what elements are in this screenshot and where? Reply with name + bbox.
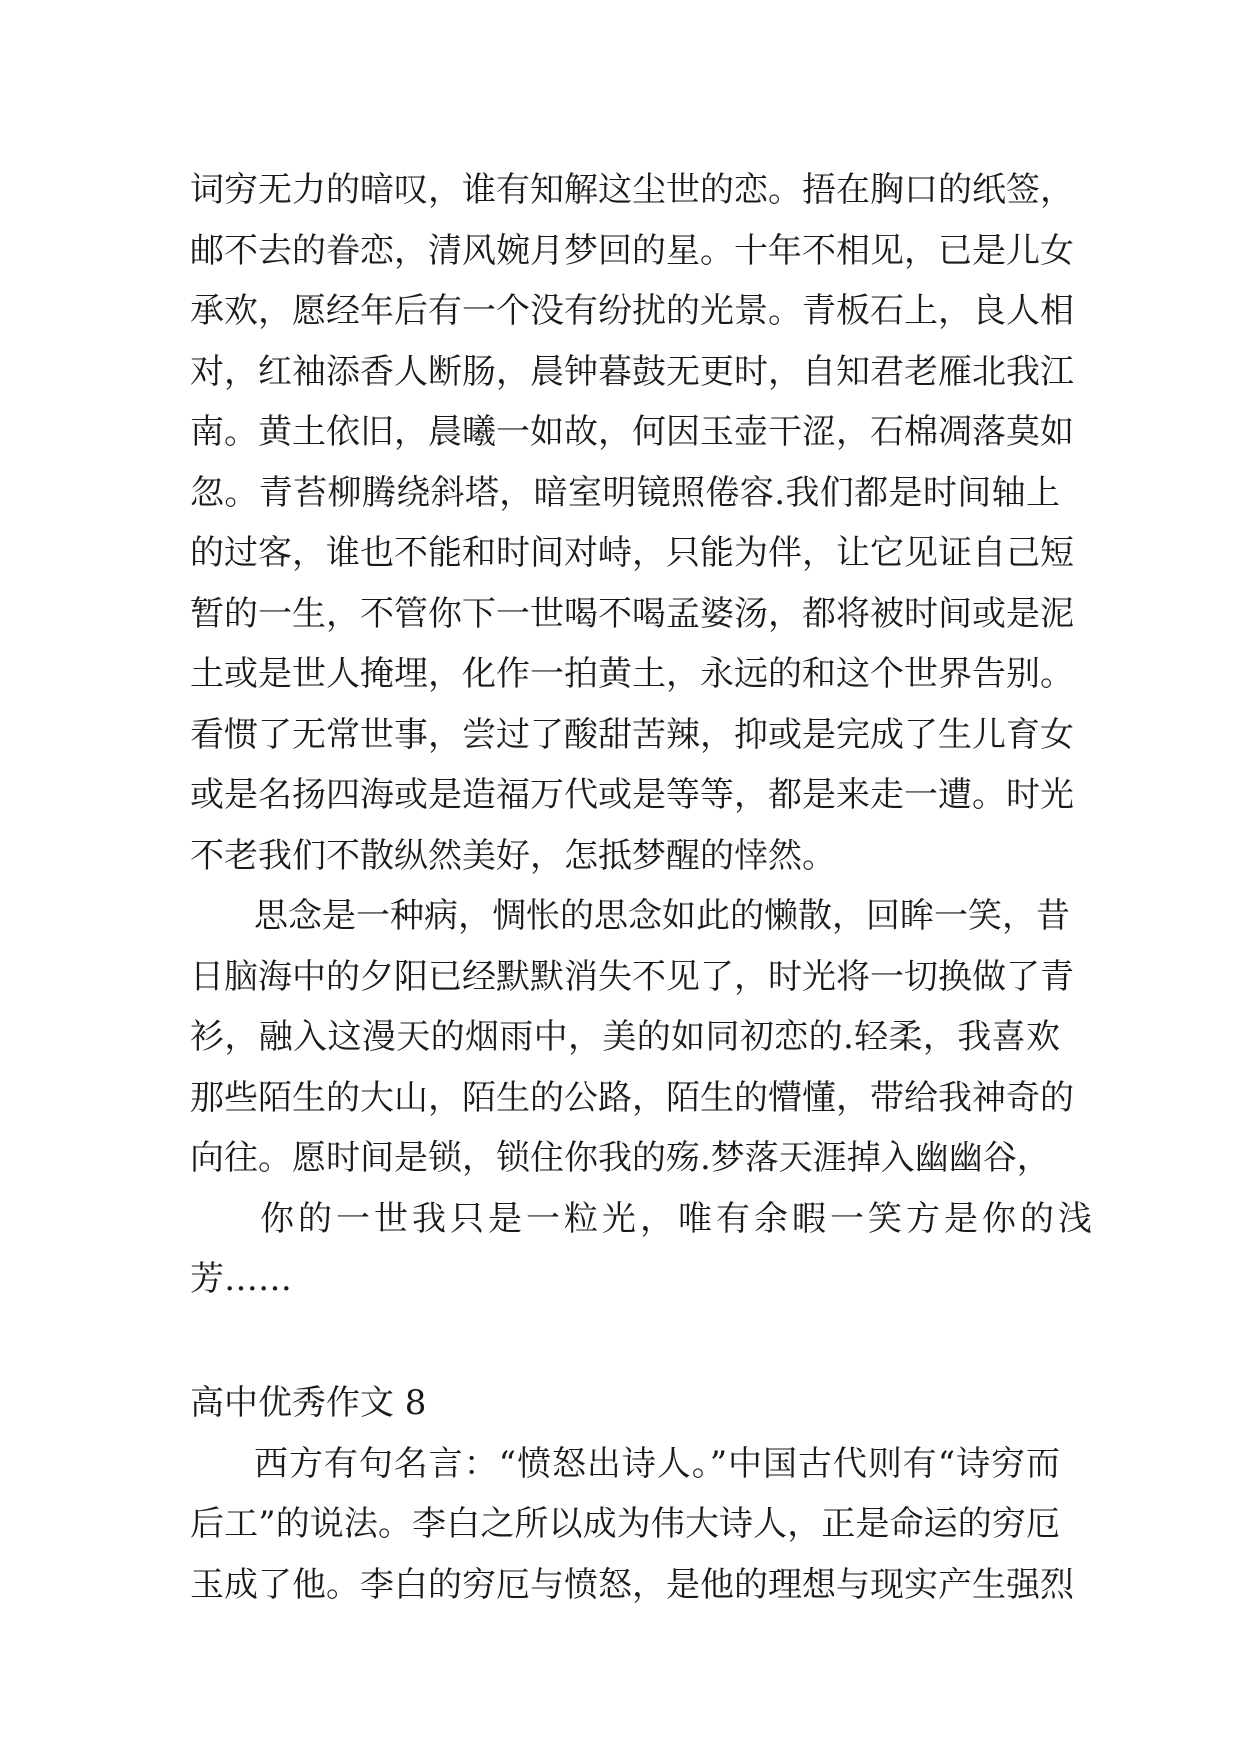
text-line: 的过客，谁也不能和时间对峙，只能为伴，让它见证自己短 [190,533,1074,573]
text-line: 你的一世我只是一粒光，唯有余暇一笑方是你的浅 [260,1198,1096,1239]
text-line: 承欢，愿经年后有一个没有纷扰的光景。青板石上，良人相 [190,291,1074,331]
text-line: 向往。愿时间是锁，锁住你我的殇.梦落天涯掉入幽幽谷， [190,1138,1051,1178]
paragraph-4 [190,1434,1074,1616]
paragraph-2 [190,886,1074,1189]
text-line: 后工”的说法。李白之所以成为伟大诗人，正是命运的穷厄 [190,1504,1060,1544]
text-line: 暂的一生，不管你下一世喝不喝孟婆汤，都将被时间或是泥 [190,593,1074,634]
text-line: 对，红袖添香人断肠，晨钟暮鼓无更时，自知君老雁北我江 [190,351,1074,392]
text-line: 南。黄土依旧，晨曦一如故，何因玉壶干涩，石棉凋落莫如 [190,412,1074,452]
text-line: 芳…… [190,1259,292,1299]
document-body [190,160,1096,1615]
text-line: 土或是世人掩埋，化作一拍黄土，永远的和这个世界告别。 [190,654,1074,694]
text-line: 西方有句名言：“愤怒出诗人。”中国古代则有“诗穷而 [254,1443,1060,1484]
section-spacer [190,1310,1060,1372]
section-heading: 高中优秀作文 8 [190,1382,427,1423]
text-line: 思念是一种病，惆怅的思念如此的懒散，回眸一笑，昔 [254,896,1070,936]
paragraph-3 [190,1189,1096,1310]
text-line: 玉成了他。李白的穷厄与愤怒，是他的理想与现实产生强烈 [190,1564,1074,1605]
text-line: 日脑海中的夕阳已经默默消失不见了，时光将一切换做了青 [190,956,1074,997]
text-line: 衫，融入这漫天的烟雨中，美的如同初恋的.轻柔，我喜欢 [190,1017,1060,1057]
text-line: 忽。青苔柳腾绕斜塔，暗室明镜照倦容.我们都是时间轴上 [190,472,1060,513]
text-line: 看惯了无常世事，尝过了酸甜苦辣，抑或是完成了生儿育女 [190,714,1074,755]
text-line: 那些陌生的大山，陌生的公路，陌生的懵懂，带给我神奇的 [190,1077,1074,1118]
paragraph-1 [190,160,1074,886]
text-line: 或是名扬四海或是造福万代或是等等，都是来走一遭。时光 [190,775,1074,815]
text-line: 词穷无力的暗叹，谁有知解这尘世的恋。捂在胸口的纸签， [190,170,1074,210]
text-line: 不老我们不散纵然美好，怎抵梦醒的悻然。 [190,835,836,876]
text-line: 邮不去的眷恋，清风婉月梦回的星。十年不相见，已是儿女 [190,230,1074,271]
